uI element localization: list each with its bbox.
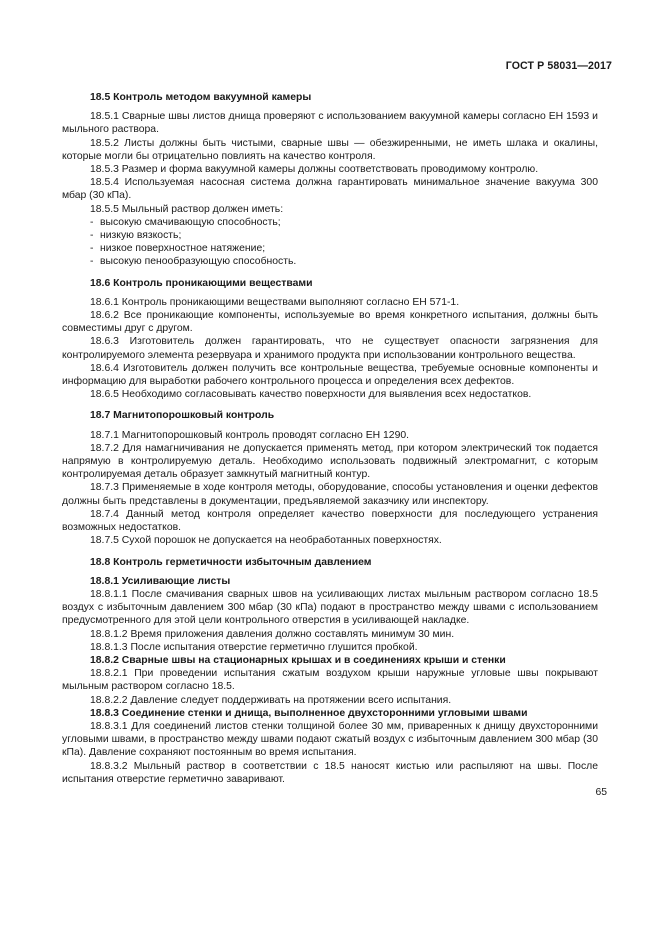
list-item: - высокую пенообразующую способность. — [62, 255, 598, 268]
paragraph-18-8-2-2: 18.8.2.2 Давление следует поддерживать на протяжении всего испытания. — [90, 694, 452, 706]
paragraph-18-7-2: 18.7.2 Для намагничивания не допускается применять метод, при котором электрический ток подается напрямую в контролируемую деталь. Необходимо использовать подвижный электромагнит, с которым контролируемая деталь образует замкнутый магнитный контур. — [62, 442, 598, 481]
paragraph-18-6-2: 18.6.2 Все проникающие компоненты, используемые во время конкретного испытания, должны быть совместимы друг с другом. — [62, 310, 598, 335]
section-heading-18-6: 18.6 Контроль проникающими веществами — [90, 277, 313, 289]
paragraph-18-7-4: 18.7.4 Данный метод контроля определяет качество поверхности для последующего устранения возможных недостатков. — [62, 508, 598, 534]
paragraph-18-6-3: 18.6.3 Изготовитель должен гарантировать, что не существует опасности загрязнения для контролируемого элемента резервуара и хранимого продукта при использовании контрольного вещества. — [62, 336, 598, 361]
paragraph-18-7-3: 18.7.3 Применяемые в ходе контроля методы, оборудование, способы установления и оценки дефектов должны быть представлены в документации, предъявляемой заказчику или инспектору. — [62, 482, 598, 507]
subsection-heading-18-8-1: 18.8.1 Усиливающие листы — [90, 575, 231, 587]
subsection-heading-18-8-2: 18.8.2 Сварные швы на стационарных крышах и в соединениях крыши и стенки — [90, 654, 506, 666]
paragraph-18-8-1-1: 18.8.1.1 После смачивания сварных швов на усиливающих листах мыльным раствором согласно 18.5 воздух с избыточным давлением 300 мбар (30 кПа) подают в пространство между швами с использованием предусмотренного для этой цели контрольного отверстия в усиливающей накладке. — [62, 588, 598, 627]
paragraph-18-6-1: 18.6.1 Контроль проникающими веществами выполняют согласно ЕН 571-1. — [90, 296, 460, 308]
paragraph-18-5-1: 18.5.1 Сварные швы листов днища проверяют с использованием вакуумной камеры согласно ЕН 1593 и мыльного раствора. — [62, 111, 598, 136]
paragraph-18-8-3-2: 18.8.3.2 Мыльный раствор в соответствии с 18.5 наносят кистью или распыляют на швы. После испытания отверстие герметично заваривают. — [62, 760, 598, 785]
paragraph-18-7-5: 18.7.5 Сухой порошок не допускается на необработанных поверхностях. — [90, 535, 442, 547]
paragraph-18-8-3-1: 18.8.3.1 Для соединений листов стенки толщиной более 30 мм, приваренных к днищу двухсторонними угловыми швами, в пространство между швами подают сжатый воздух с избыточным давлением 300 мбар (30 кПа). Давление сохраняют постоянным во время испытания. — [62, 720, 598, 759]
paragraph-18-5-5: 18.5.5 Мыльный раствор должен иметь: — [90, 203, 284, 215]
paragraph-18-6-5: 18.6.5 Необходимо согласовывать качество поверхности для выявления всех недостатков. — [90, 389, 532, 401]
document-header: ГОСТ Р 58031—2017 — [505, 60, 612, 72]
section-heading-18-8: 18.8 Контроль герметичности избыточным давлением — [90, 556, 372, 568]
paragraph-18-5-2: 18.5.2 Листы должны быть чистыми, сварные швы — обезжиренными, не иметь шлака и окалины, которые могли бы отрицательно повлиять на качество контроля. — [62, 137, 598, 162]
paragraph-18-5-3: 18.5.3 Размер и форма вакуумной камеры должны соответствовать проводимому контролю. — [90, 164, 539, 176]
paragraph-18-8-1-3: 18.8.1.3 После испытания отверстие герметично глушится пробкой. — [90, 641, 418, 653]
list-item: - низкую вязкость; — [62, 229, 598, 242]
paragraph-18-5-4: 18.5.4 Используемая насосная система должна гарантировать минимальное значение вакуума 300 мбар (30 кПа). — [62, 177, 598, 202]
document-body — [62, 91, 598, 786]
list-item: - высокую смачивающую способность; — [62, 216, 598, 229]
subsection-heading-18-8-3: 18.8.3 Соединение стенки и днища, выполненное двухсторонними угловыми швами — [90, 707, 528, 719]
section-heading-18-7: 18.7 Магнитопорошковый контроль — [90, 410, 275, 422]
paragraph-18-8-2-1: 18.8.2.1 При проведении испытания сжатым воздухом крыши наружные угловые швы покрывают мыльным раствором согласно 18.5. — [62, 668, 598, 693]
list-item: - низкое поверхностное натяжение; — [62, 242, 598, 255]
paragraph-18-7-1: 18.7.1 Магнитопорошковый контроль проводят согласно ЕН 1290. — [90, 429, 410, 441]
page-number: 65 — [595, 787, 607, 798]
paragraph-18-6-4: 18.6.4 Изготовитель должен получить все контрольные вещества, требуемые основные компоненты и информацию для выработки рабочего контрольного процесса и определения всех дефектов. — [62, 362, 598, 388]
paragraph-18-8-1-2: 18.8.1.2 Время приложения давления должно составлять минимум 30 мин. — [90, 628, 455, 640]
section-heading-18-5: 18.5 Контроль методом вакуумной камеры — [90, 92, 312, 103]
